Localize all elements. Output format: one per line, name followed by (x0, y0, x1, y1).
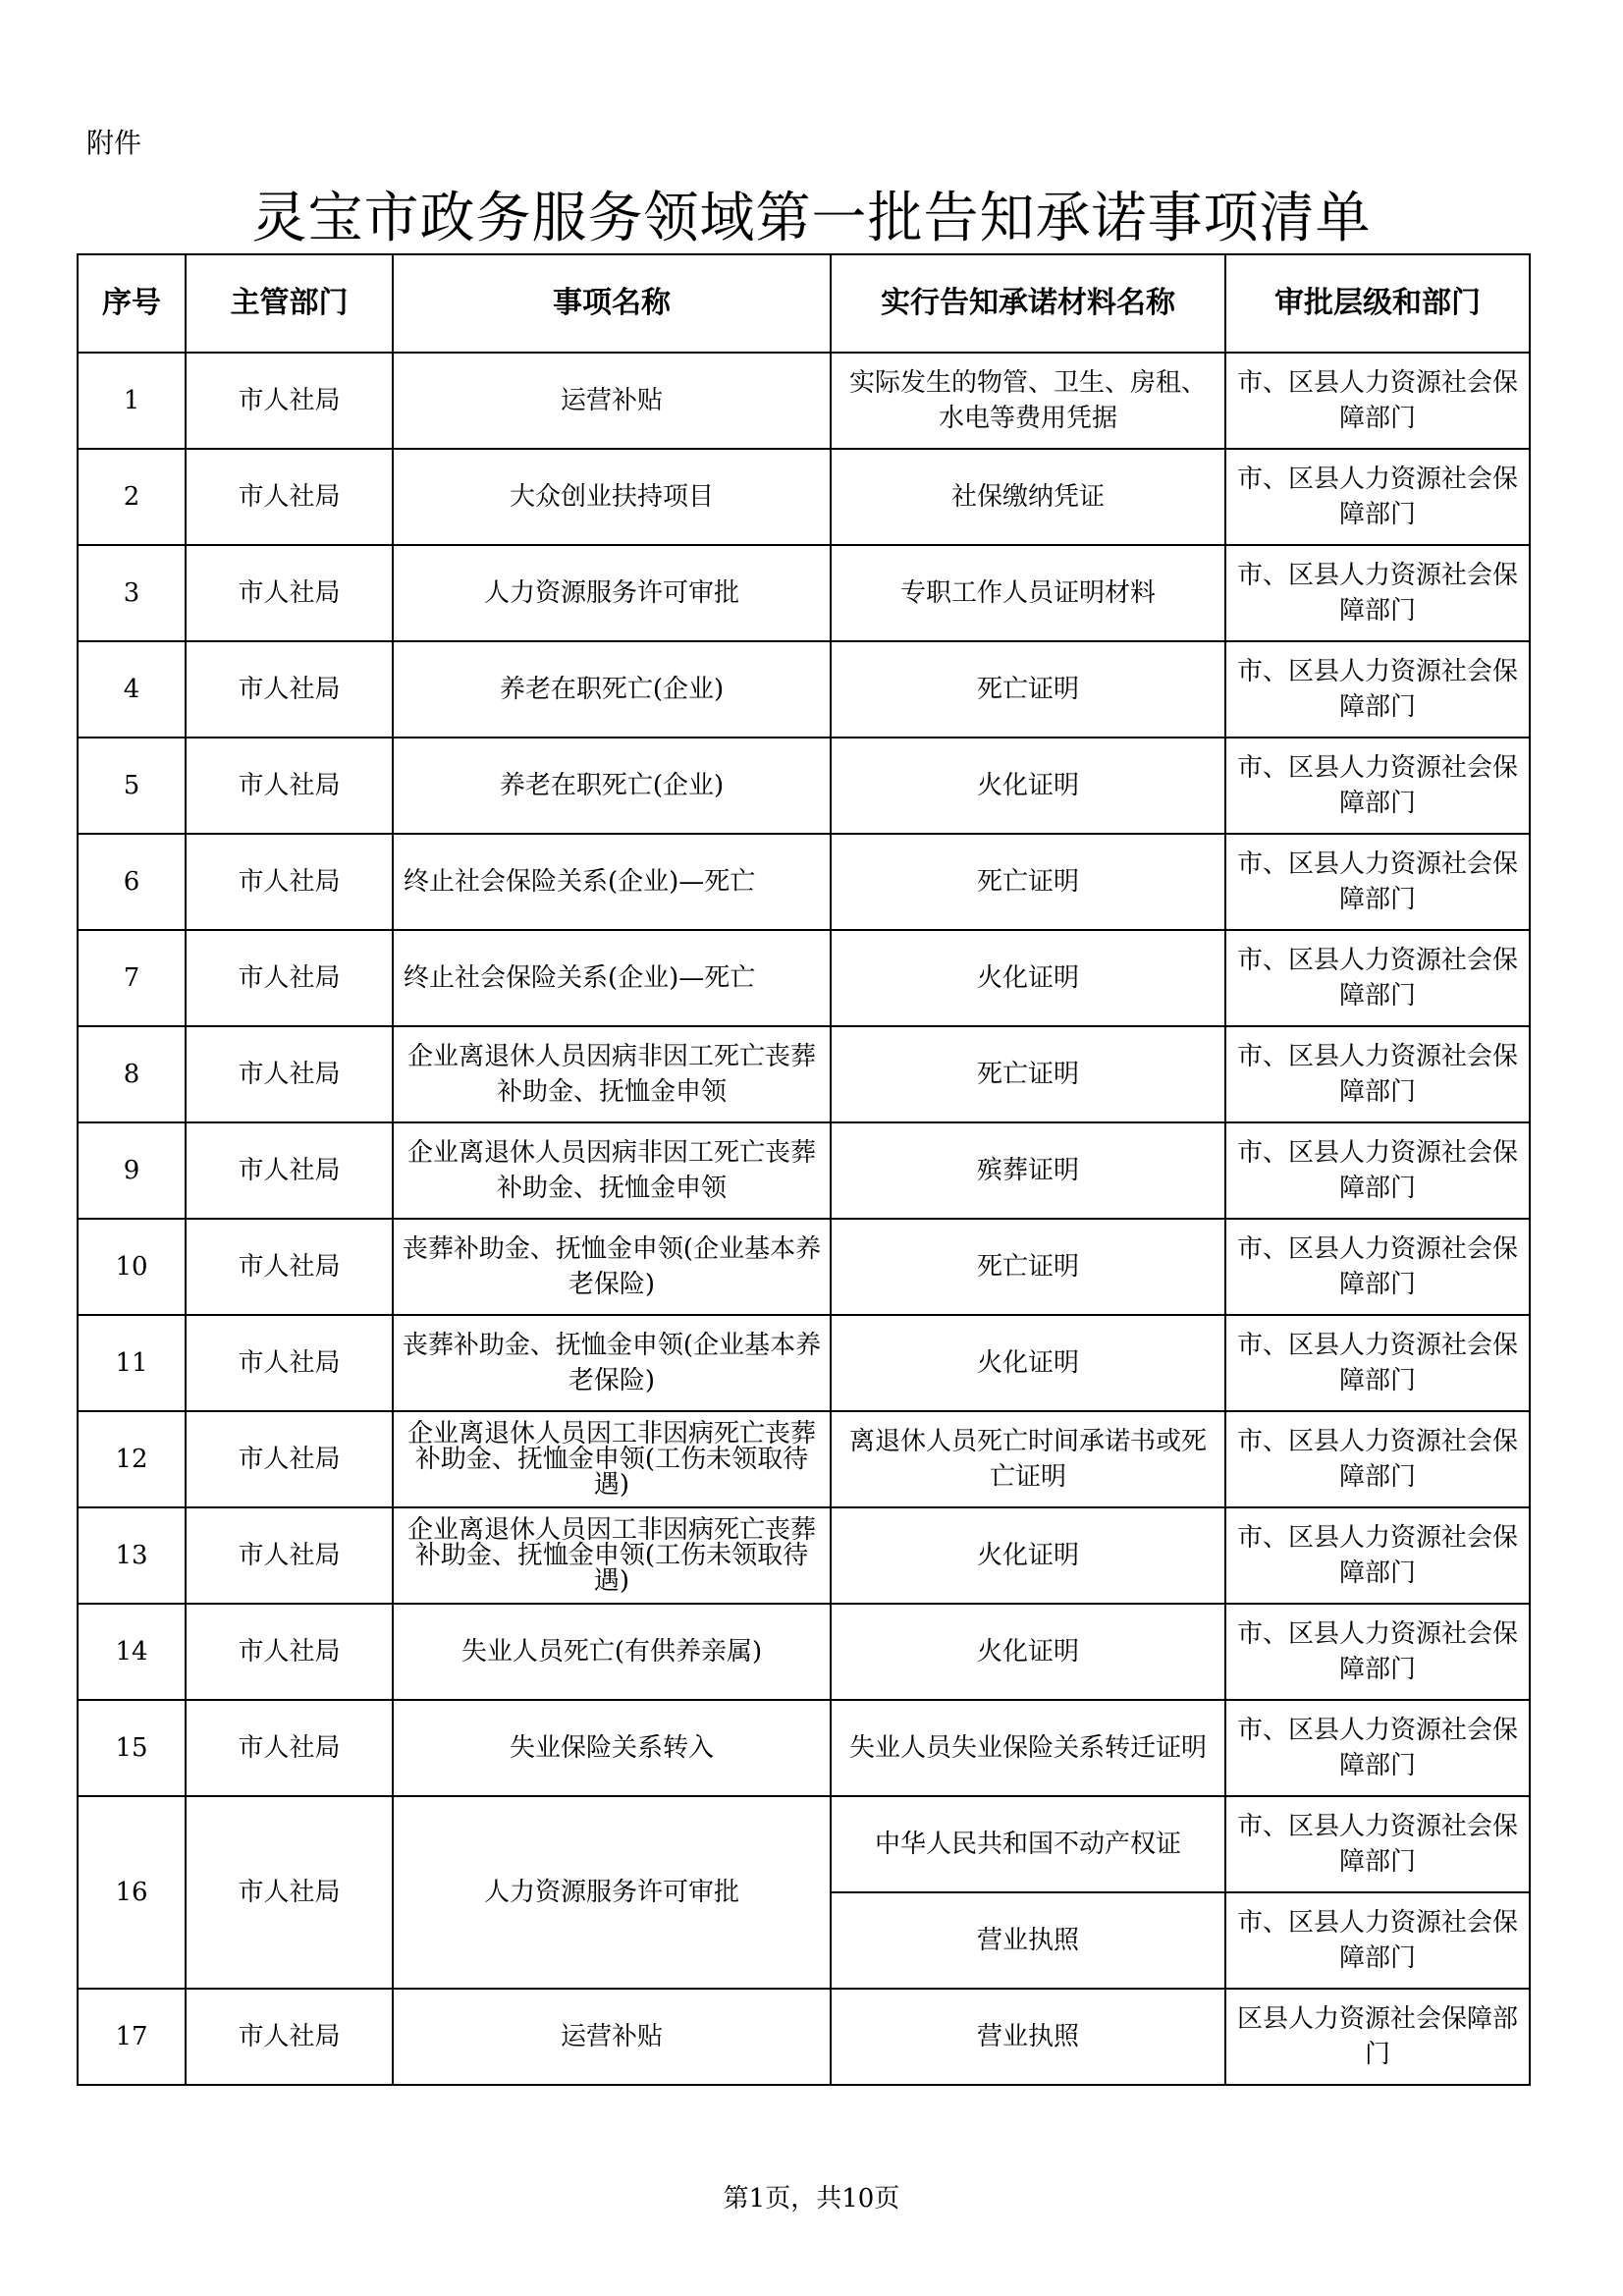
table-row (78, 1604, 1530, 1700)
table-row (78, 738, 1530, 834)
cell-item: 企业离退休人员因工非因病死亡丧葬补助金、抚恤金申领(工伤未领取待遇) (393, 1411, 831, 1507)
table-row (78, 1411, 1530, 1507)
table-row (78, 1315, 1530, 1411)
table-row (78, 1219, 1530, 1315)
cell-seq: 14 (78, 1604, 186, 1700)
cell-material: 失业人员失业保险关系转迁证明 (831, 1700, 1225, 1796)
cell-material: 专职工作人员证明材料 (831, 545, 1225, 641)
cell-dept: 市人社局 (186, 545, 393, 641)
cell-level: 区县人力资源社会保障部门 (1225, 1989, 1530, 2085)
cell-level: 市、区县人力资源社会保障部门 (1225, 1315, 1530, 1411)
cell-seq: 9 (78, 1122, 186, 1219)
table-row (78, 1796, 1530, 1892)
cell-item: 丧葬补助金、抚恤金申领(企业基本养老保险) (393, 1219, 831, 1315)
cell-seq: 6 (78, 834, 186, 930)
cell-material: 火化证明 (831, 930, 1225, 1026)
cell-level: 市、区县人力资源社会保障部门 (1225, 834, 1530, 930)
header-material: 实行告知承诺材料名称 (831, 254, 1225, 353)
table-row (78, 1700, 1530, 1796)
cell-dept: 市人社局 (186, 1219, 393, 1315)
page-footer: 第1页，共10页 (723, 2184, 900, 2214)
cell-seq: 15 (78, 1700, 186, 1796)
header-item: 事项名称 (393, 254, 831, 353)
table-row (78, 1507, 1530, 1604)
cell-item: 失业人员死亡(有供养亲属) (393, 1604, 831, 1700)
cell-item: 丧葬补助金、抚恤金申领(企业基本养老保险) (393, 1315, 831, 1411)
cell-seq: 1 (78, 353, 186, 449)
cell-material: 死亡证明 (831, 1219, 1225, 1315)
cell-dept: 市人社局 (186, 1026, 393, 1122)
cell-seq: 17 (78, 1989, 186, 2085)
cell-level: 市、区县人力资源社会保障部门 (1225, 545, 1530, 641)
cell-dept: 市人社局 (186, 1411, 393, 1507)
cell-material: 殡葬证明 (831, 1122, 1225, 1219)
cell-item: 失业保险关系转入 (393, 1700, 831, 1796)
cell-item: 养老在职死亡(企业) (393, 641, 831, 738)
cell-level: 市、区县人力资源社会保障部门 (1225, 1122, 1530, 1219)
table-header-row (78, 254, 1530, 353)
cell-material: 中华人民共和国不动产权证 (831, 1796, 1225, 1892)
cell-seq: 10 (78, 1219, 186, 1315)
cell-level: 市、区县人力资源社会保障部门 (1225, 1700, 1530, 1796)
cell-item: 终止社会保险关系(企业)—死亡 (393, 834, 831, 930)
cell-level: 市、区县人力资源社会保障部门 (1225, 1507, 1530, 1604)
page-title: 灵宝市政务服务领域第一批告知承诺事项清单 (251, 187, 1372, 250)
cell-material: 社保缴纳凭证 (831, 449, 1225, 545)
cell-dept: 市人社局 (186, 1604, 393, 1700)
cell-item: 企业离退休人员因工非因病死亡丧葬补助金、抚恤金申领(工伤未领取待遇) (393, 1507, 831, 1604)
cell-material: 火化证明 (831, 1507, 1225, 1604)
cell-seq: 3 (78, 545, 186, 641)
cell-level: 市、区县人力资源社会保障部门 (1225, 738, 1530, 834)
cell-item: 企业离退休人员因病非因工死亡丧葬补助金、抚恤金申领 (393, 1122, 831, 1219)
cell-material: 营业执照 (831, 1892, 1225, 1989)
cell-material: 离退休人员死亡时间承诺书或死亡证明 (831, 1411, 1225, 1507)
cell-level: 市、区县人力资源社会保障部门 (1225, 1026, 1530, 1122)
cell-item: 运营补贴 (393, 1989, 831, 2085)
cell-level: 市、区县人力资源社会保障部门 (1225, 1219, 1530, 1315)
cell-dept: 市人社局 (186, 930, 393, 1026)
table-row (78, 834, 1530, 930)
table-row (78, 1122, 1530, 1219)
cell-material: 实际发生的物管、卫生、房租、水电等费用凭据 (831, 353, 1225, 449)
cell-item: 大众创业扶持项目 (393, 449, 831, 545)
cell-level: 市、区县人力资源社会保障部门 (1225, 449, 1530, 545)
cell-level: 市、区县人力资源社会保障部门 (1225, 1604, 1530, 1700)
cell-item: 人力资源服务许可审批 (393, 545, 831, 641)
cell-material: 火化证明 (831, 738, 1225, 834)
cell-seq: 12 (78, 1411, 186, 1507)
cell-seq: 8 (78, 1026, 186, 1122)
table-row (78, 641, 1530, 738)
header-level: 审批层级和部门 (1225, 254, 1530, 353)
table-row (78, 545, 1530, 641)
attachment-label: 附件 (86, 127, 142, 159)
cell-material: 死亡证明 (831, 834, 1225, 930)
cell-material: 死亡证明 (831, 641, 1225, 738)
cell-dept: 市人社局 (186, 1796, 393, 1989)
cell-seq: 2 (78, 449, 186, 545)
cell-seq: 5 (78, 738, 186, 834)
cell-seq: 16 (78, 1796, 186, 1989)
cell-seq: 13 (78, 1507, 186, 1604)
cell-dept: 市人社局 (186, 1989, 393, 2085)
table-row (78, 1989, 1530, 2085)
cell-item: 人力资源服务许可审批 (393, 1796, 831, 1989)
cell-level: 市、区县人力资源社会保障部门 (1225, 930, 1530, 1026)
cell-dept: 市人社局 (186, 738, 393, 834)
cell-dept: 市人社局 (186, 353, 393, 449)
cell-dept: 市人社局 (186, 1507, 393, 1604)
cell-level: 市、区县人力资源社会保障部门 (1225, 641, 1530, 738)
cell-dept: 市人社局 (186, 641, 393, 738)
cell-item: 终止社会保险关系(企业)—死亡 (393, 930, 831, 1026)
cell-dept: 市人社局 (186, 1122, 393, 1219)
cell-seq: 4 (78, 641, 186, 738)
table-row (78, 1026, 1530, 1122)
cell-material: 营业执照 (831, 1989, 1225, 2085)
matters-table (77, 253, 1531, 2086)
cell-dept: 市人社局 (186, 834, 393, 930)
cell-seq: 11 (78, 1315, 186, 1411)
header-seq: 序号 (78, 254, 186, 353)
header-dept: 主管部门 (186, 254, 393, 353)
cell-level: 市、区县人力资源社会保障部门 (1225, 1796, 1530, 1892)
cell-level: 市、区县人力资源社会保障部门 (1225, 1411, 1530, 1507)
cell-item: 运营补贴 (393, 353, 831, 449)
cell-item: 企业离退休人员因病非因工死亡丧葬补助金、抚恤金申领 (393, 1026, 831, 1122)
cell-level: 市、区县人力资源社会保障部门 (1225, 1892, 1530, 1989)
table-row (78, 449, 1530, 545)
table-row (78, 930, 1530, 1026)
cell-dept: 市人社局 (186, 449, 393, 545)
cell-seq: 7 (78, 930, 186, 1026)
cell-dept: 市人社局 (186, 1700, 393, 1796)
cell-dept: 市人社局 (186, 1315, 393, 1411)
cell-level: 市、区县人力资源社会保障部门 (1225, 353, 1530, 449)
cell-item: 养老在职死亡(企业) (393, 738, 831, 834)
table-row (78, 353, 1530, 449)
cell-material: 火化证明 (831, 1315, 1225, 1411)
cell-material: 火化证明 (831, 1604, 1225, 1700)
cell-material: 死亡证明 (831, 1026, 1225, 1122)
